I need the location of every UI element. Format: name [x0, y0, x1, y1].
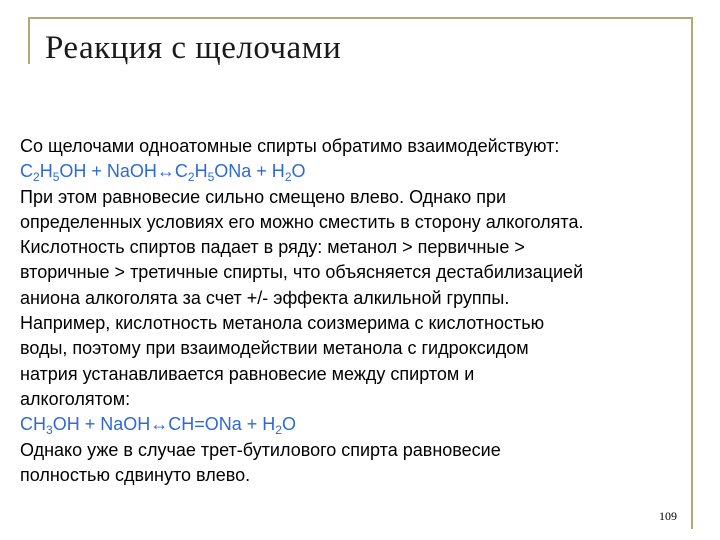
text-line: воды, поэтому при взаимодействии метанола с гидроксидом [20, 338, 529, 359]
slide-frame-left [28, 17, 30, 64]
text-line: определенных условиях его можно сместить в сторону алкоголята. [20, 211, 584, 232]
slide-body [20, 134, 715, 488]
page-number: 109 [659, 509, 677, 523]
text-line: натрия устанавливается равновесие между спиртом и [20, 363, 475, 384]
text-line: Однако уже в случае трет-бутилового спирта равновесие [20, 439, 501, 460]
text-line: При этом равновесие сильно смещено влево. Однако при [20, 186, 507, 207]
text-line: вторичные > третичные спирты, что объясняется дестабилизацией [20, 262, 584, 283]
text-line: полностью сдвинуто влево. [20, 464, 251, 485]
equation-methanol: $CH_3OH$ + NaOH↔CH=ONa + $H_2O$ [20, 414, 296, 438]
equation-ethanol: $C_2H_5OH$ + $NaOH\leftrightarrow C_2H_5ONa + H_2O$ [20, 161, 306, 185]
text-line: Кислотность спиртов падает в ряду: метанол > первичные > [20, 237, 525, 258]
text-line: Со щелочами одноатомные спирты обратимо взаимодействуют: [20, 136, 560, 156]
text-line: аниона алкоголята за счет +/- эффекта алкильной группы. [20, 287, 510, 308]
slide-title: Реакция с щелочами [45, 30, 342, 66]
text-line: Например, кислотность метанола соизмерима с кислотностью [20, 313, 545, 334]
slide-frame-top [28, 17, 693, 19]
text-line: алкоголятом: [20, 388, 131, 409]
